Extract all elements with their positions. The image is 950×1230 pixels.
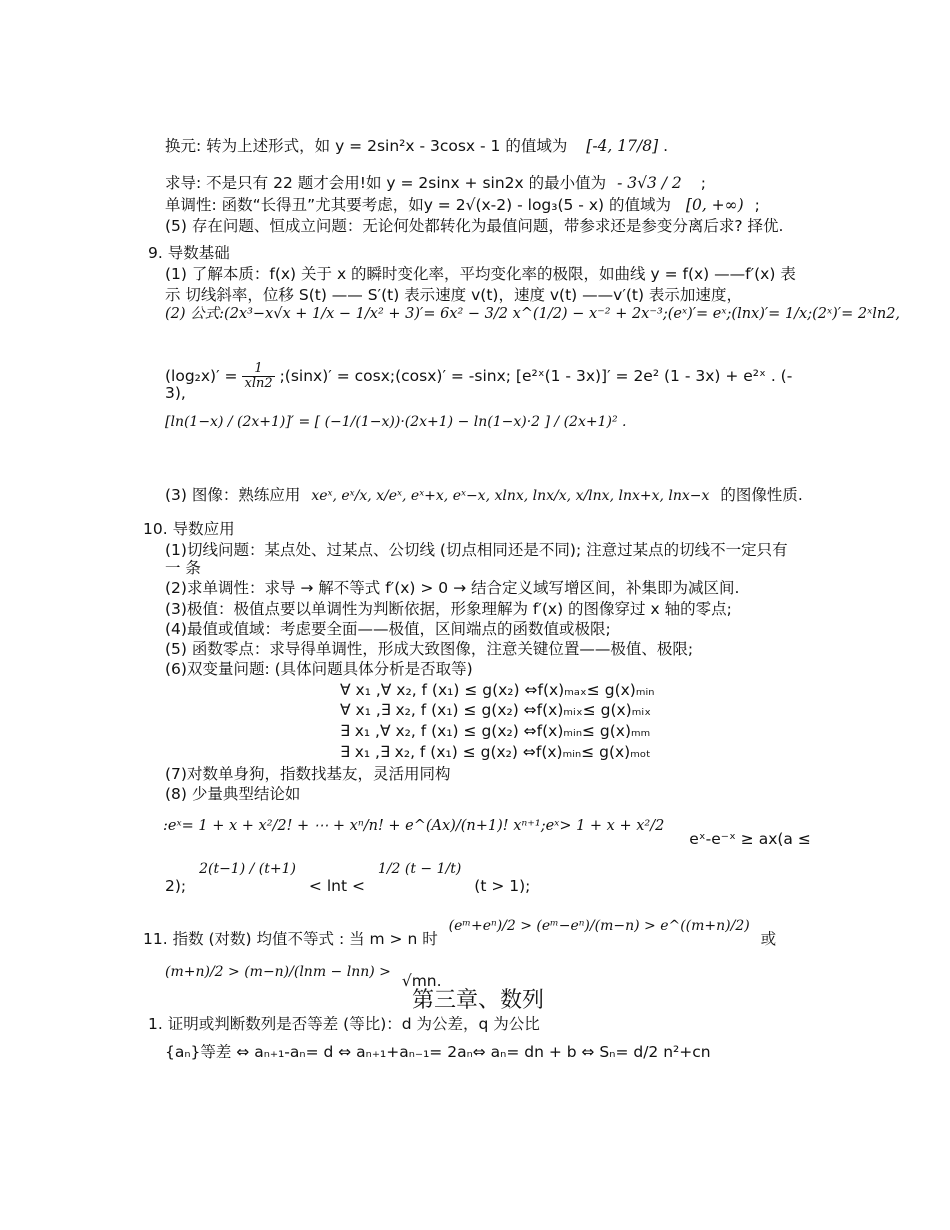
- s9-item2-log-line: [165, 362, 792, 391]
- s10-item2: (2)求单调性：求导 → 解不等式 f′(x) > 0 → 结合定义域写增区间，补集即为减区间.: [165, 579, 740, 597]
- section-11-line: [143, 918, 777, 950]
- s9-item2-log-cont: 3),: [165, 384, 186, 402]
- qiudao-value: - 3√3 / 2: [617, 174, 682, 192]
- qiudao-line: [165, 173, 706, 193]
- dandiao-line: [165, 195, 760, 215]
- ch3-arithmetic-equivalence: {aₙ}等差 ⇔ aₙ₊₁-aₙ= d ⇔ aₙ₊₁+aₙ₋₁= 2aₙ⇔ aₙ= dn + b ⇔ Sₙ= d/2 n²+cn: [165, 1043, 711, 1061]
- sqrt-mn: √mn.: [401, 972, 442, 990]
- lnt-text: < lnt <: [308, 877, 365, 895]
- dandiao-range: [0, +∞): [685, 196, 744, 214]
- s9-item1-line2: 示 切线斜率，位移 S(t) —— S′(t) 表示速度 v(t)，速度 v(t) ——v′(t) 表示加速度，: [165, 286, 742, 304]
- s9-item2-quotient-formula: [ln(1−x) / (2x+1)]′ = [ (−1/(1−x))·(2x+1) − ln(1−x)·2 ] / (2x+1)² .: [165, 414, 627, 430]
- log-derivative-label: (log₂x)′ =: [165, 367, 238, 385]
- s10-item1-line2: 一 条: [165, 559, 201, 577]
- s10-item8: (8) 少量典型结论如: [165, 785, 301, 803]
- huanyuan-range: [-4, 17/8]: [586, 137, 659, 155]
- huanyuan-end: .: [663, 137, 669, 155]
- ch3-item1: 1. 证明或判断数列是否等差 (等比)：d 为公差，q 为公比: [148, 1015, 540, 1033]
- s9-item3-line: [165, 485, 803, 506]
- s9-item2-formula: (2) 公式:(2x³−x√x + 1/x − 1/x² + 3)′= 6x² − 3/2 x^(1/2) − x⁻² + 2x⁻³;(eˣ)′= eˣ;(lnx)′= 1/x;(2ˣ)′= 2ˣln2,: [165, 306, 901, 322]
- log-lower-bound: 2(t−1) / (t+1): [199, 861, 296, 877]
- huanyuan-text: 换元: 转为上述形式，如 y = 2sin²x - 3cosx - 1 的值域为: [165, 137, 568, 155]
- cunzai-line: (5) 存在问题、恒成立问题：无论何处都转化为最值问题，带参求还是参变分离后求? 择优.: [165, 217, 784, 235]
- s9-item1-line1: (1) 了解本质：f(x) 关于 x 的瞬时变化率，平均变化率的极限，如曲线 y = f(x) ——f′(x) 表: [165, 265, 796, 283]
- exp-mean-inequality: (eᵐ+eⁿ)/2 > (eᵐ−eⁿ)/(m−n) > e^((m+n)/2): [448, 918, 750, 934]
- exp-inequality-text: eˣ-e⁻ˣ ≥ ax(a ≤: [689, 830, 811, 848]
- s10-item1-line1: (1)切线问题：某点处、过某点、公切线 (切点相同还是不同); 注意过某点的切线不一定只有: [165, 541, 788, 559]
- section-11-or: 或: [760, 930, 777, 948]
- quantifier-line-3: ∃ x₁ ,∀ x₂, f (x₁) ≤ g(x₂) ⇔f(x)ₘᵢₙ≤ g(x)ₘₘ: [340, 722, 651, 740]
- s10-item6: (6)双变量问题: (具体问题具体分析是否取等): [165, 660, 473, 678]
- quantifier-line-1: ∀ x₁ ,∀ x₂, f (x₁) ≤ g(x₂) ⇔f(x)ₘₐₓ≤ g(x)ₘᵢₙ: [340, 681, 655, 699]
- quantifier-line-4: ∃ x₁ ,∃ x₂, f (x₁) ≤ g(x₂) ⇔f(x)ₘᵢₙ≤ g(x)ₘₒₜ: [340, 743, 651, 761]
- section-11-line2: [165, 961, 442, 990]
- s9-item3-functions: xeˣ, eˣ/x, x/eˣ, eˣ+x, eˣ−x, xlnx, lnx/x, x/lnx, lnx+x, lnx−x: [311, 488, 710, 504]
- chapter-3-title: 第三章、数列: [412, 988, 545, 1013]
- s10-item7: (7)对数单身狗，指数找基友，灵活用同构: [165, 765, 451, 783]
- dandiao-text: 单调性: 函数“长得丑”尤其要考虑，如y = 2√(x-2) - log₃(5 - x) 的值域为: [165, 196, 671, 214]
- fraction-denominator: xln2: [244, 376, 273, 391]
- s9-item3-end: 的图像性质.: [720, 486, 803, 504]
- section-9-title: 9. 导数基础: [148, 244, 230, 262]
- s10-item5: (5) 函数零点：求导得单调性，形成大致图像，注意关键位置——极值、极限;: [165, 640, 694, 658]
- s10-item8-formula1: [163, 815, 811, 848]
- s9-item3-text: (3) 图像：熟练应用: [165, 486, 301, 504]
- formula2-end: (t > 1);: [474, 877, 531, 895]
- section-11-text: 11. 指数 (对数) 均值不等式 : 当 m > n 时: [143, 930, 438, 948]
- s10-item4: (4)最值或值域：考虑要全面——极值，区间端点的函数值或极限;: [165, 620, 611, 638]
- dandiao-end: ;: [754, 196, 760, 214]
- qiudao-end: ;: [700, 174, 706, 192]
- section-10-title: 10. 导数应用: [143, 520, 235, 538]
- formula2-start: 2);: [165, 877, 187, 895]
- log-derivative-fraction: [242, 362, 274, 391]
- log-mean-inequality: (m+n)/2 > (m−n)/(lnm − lnn) >: [165, 964, 391, 980]
- fraction-numerator: 1: [242, 362, 274, 377]
- exp-taylor-formula: :eˣ= 1 + x + x²/2! + ⋯ + xⁿ/n! + e^(Ax)/(n+1)! xⁿ⁺¹;eˣ> 1 + x + x²/2: [163, 818, 665, 834]
- qiudao-text: 求导: 不是只有 22 题才会用!如 y = 2sinx + sin2x 的最小值为: [165, 174, 607, 192]
- huanyuan-line: [165, 136, 668, 156]
- trig-derivative-text: ;(sinx)′ = cosx;(cosx)′ = -sinx; [e²ˣ(1 - 3x)]′ = 2e² (1 - 3x) + e²ˣ . (-: [279, 367, 793, 385]
- s10-item8-formula2: [165, 861, 531, 897]
- s10-item3: (3)极值：极值点要以单调性为判断依据，形象理解为 f′(x) 的图像穿过 x 轴的零点;: [165, 600, 732, 618]
- quantifier-line-2: ∀ x₁ ,∃ x₂, f (x₁) ≤ g(x₂) ⇔f(x)ₘᵢₓ≤ g(x)ₘᵢₓ: [340, 701, 652, 719]
- log-upper-bound: 1/2 (t − 1/t): [377, 861, 462, 877]
